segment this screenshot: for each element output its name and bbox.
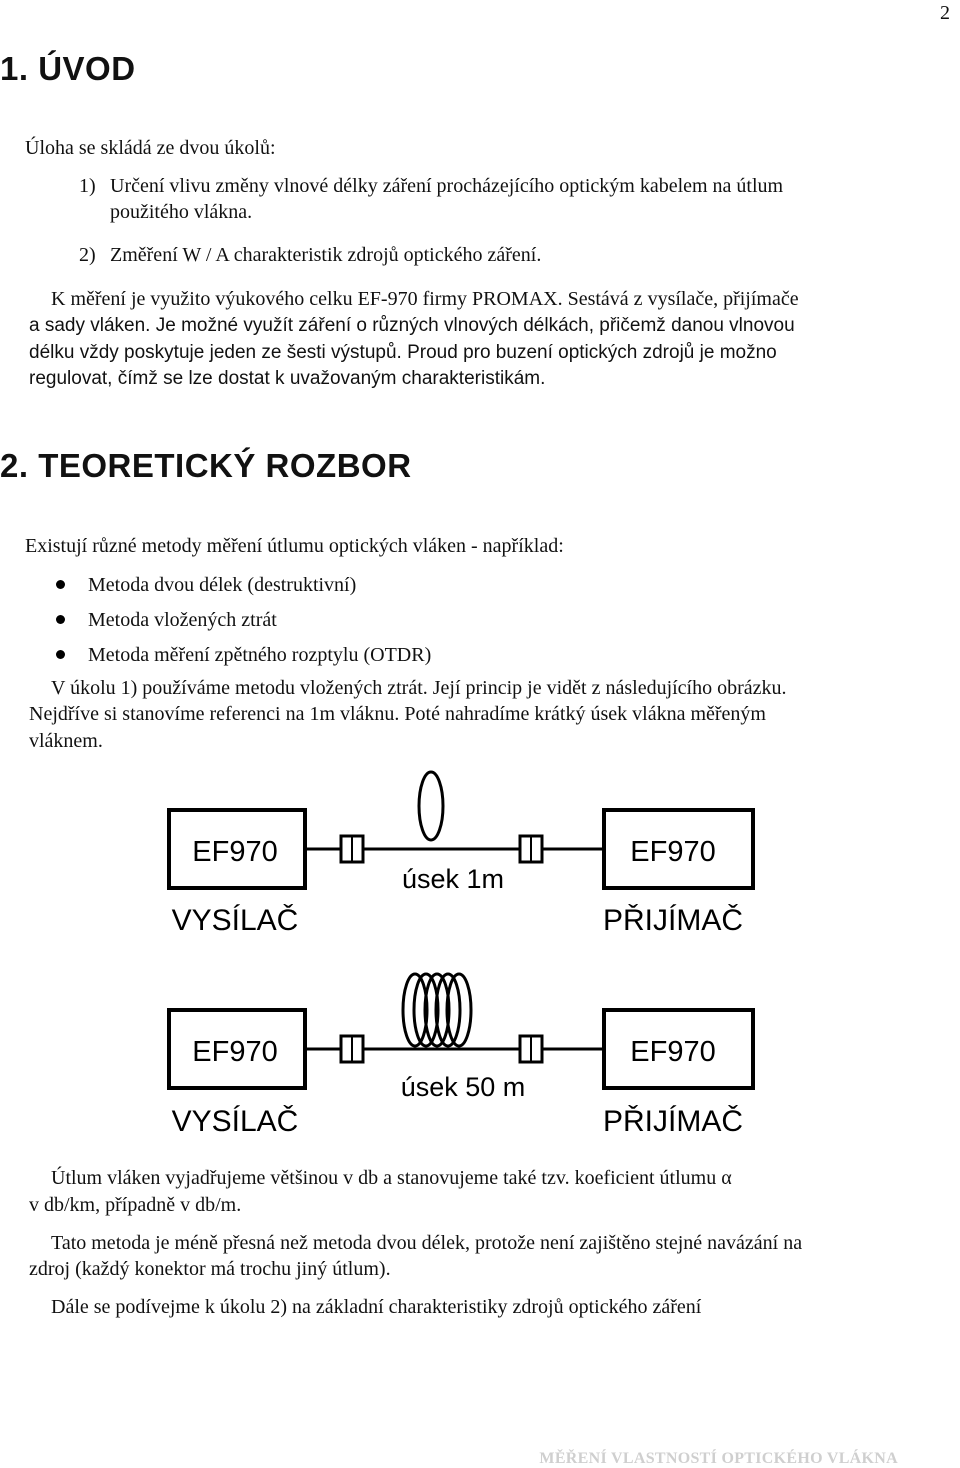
task1-line: použitého vlákna. [110, 201, 253, 223]
paragraph-line: v db/km, případně v db/m. [29, 1194, 242, 1216]
device-label: EF970 [630, 1036, 716, 1068]
insertion-loss-diagram [163, 766, 761, 1154]
paragraph-line: Útlum vláken vyjadřujeme většinou v db a stanovujeme také tzv. koeficient útlumu α [51, 1167, 732, 1189]
list-item: Metoda dvou délek (destruktivní) [88, 574, 357, 596]
bullet-icon [56, 615, 65, 624]
diagram-top [169, 772, 753, 937]
paragraph-line: délku vždy poskytuje jeden ze šesti výstupů. Proud pro buzení optických zdrojů je možno [29, 342, 777, 363]
task2-number: 2) [79, 244, 96, 266]
intro-text: Úloha se skládá ze dvou úkolů: [25, 137, 276, 159]
paragraph-line: zdroj (každý konektor má trochu jiný útlum). [29, 1258, 391, 1280]
fiber-coil-icon [403, 974, 471, 1046]
section-heading-uvod: 1. ÚVOD [0, 50, 136, 87]
page-number: 2 [940, 2, 950, 24]
task1-number: 1) [79, 175, 96, 197]
section-heading-teoreticky-rozbor: 2. TEORETICKÝ ROZBOR [0, 447, 412, 484]
role-label: VYSÍLAČ [171, 1105, 299, 1138]
device-label: EF970 [192, 1036, 278, 1068]
paragraph-line: a sady vláken. Je možné využít záření o různých vlnových délkách, přičemž danou vlnovou [29, 315, 795, 336]
bullet-icon [56, 650, 65, 659]
list-item: Metoda měření zpětného rozptylu (OTDR) [88, 644, 432, 666]
fiber-length-label: úsek 1m [401, 864, 505, 894]
fiber-coil-icon [419, 772, 443, 840]
paragraph-line: vláknem. [29, 730, 103, 752]
role-label: PŘIJÍMAČ [602, 1105, 744, 1138]
paragraph-line: V úkolu 1) používáme metodu vložených ztrát. Její princip je vidět z následujícího obrázku. [51, 677, 787, 699]
bullet-icon [56, 580, 65, 589]
paragraph-line: Nejdříve si stanovíme referenci na 1m vláknu. Poté nahradíme krátký úsek vlákna měřeným [29, 703, 766, 725]
device-label: EF970 [192, 836, 278, 868]
paragraph-line: Dále se podívejme k úkolu 2) na základní charakteristiky zdrojů optického záření [51, 1296, 702, 1318]
paragraph-line: K měření je využito výukového celku EF-970 firmy PROMAX. Sestává z vysílače, přijímače [51, 288, 799, 310]
task1-line: Určení vlivu změny vlnové délky záření procházejícího optickým kabelem na útlum [110, 175, 784, 197]
page-footer: MĚŘENÍ VLASTNOSTÍ OPTICKÉHO VLÁKNA [539, 1450, 898, 1467]
task2-line: Změření W / A charakteristik zdrojů optického záření. [110, 244, 542, 266]
paragraph-line: regulovat, čímž se lze dostat k uvažovaným charakteristikám. [29, 368, 546, 389]
fiber-length-label: úsek 50 m [400, 1072, 526, 1102]
role-label: VYSÍLAČ [171, 904, 299, 937]
role-label: PŘIJÍMAČ [602, 904, 744, 937]
methods-intro: Existují různé metody měření útlumu optických vláken - například: [25, 535, 564, 557]
diagram-bottom [169, 974, 753, 1138]
list-item: Metoda vložených ztrát [88, 609, 277, 631]
paragraph-line: Tato metoda je méně přesná než metoda dvou délek, protože není zajištěno stejné navázání na [51, 1232, 803, 1254]
device-label: EF970 [630, 836, 716, 868]
